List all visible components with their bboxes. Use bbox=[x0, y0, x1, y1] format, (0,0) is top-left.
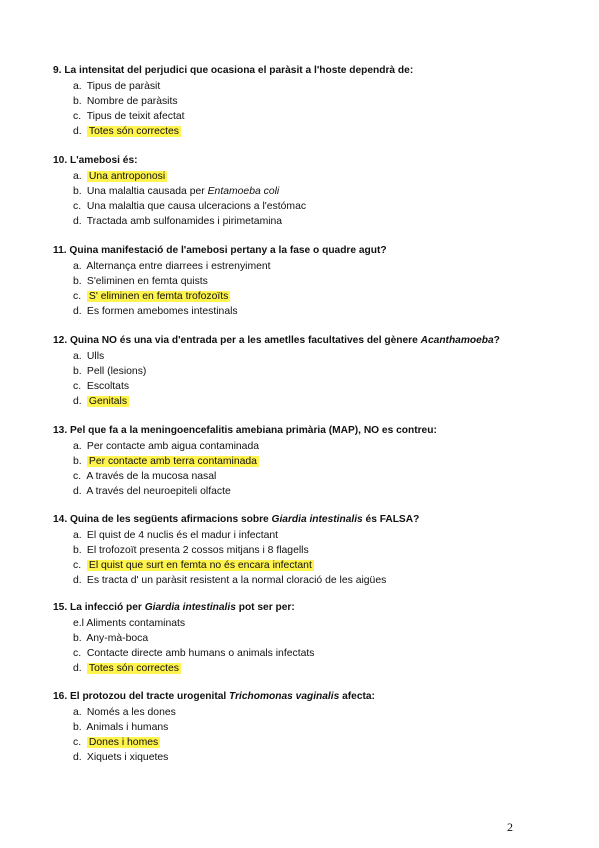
option-text: Tipus de paràsit bbox=[86, 81, 161, 92]
option-letter: d. bbox=[73, 575, 82, 586]
question-title: 9. La intensitat del perjudici que ocasiona el paràsit a l'hoste dependrà de: bbox=[53, 65, 414, 76]
option-d bbox=[73, 484, 573, 499]
option-letter: a. bbox=[73, 351, 82, 362]
option-text: Aliments contaminats bbox=[86, 618, 186, 629]
option-b bbox=[73, 543, 573, 558]
question-title-text: 16. El protozou del tracte urogenital bbox=[53, 691, 230, 702]
option-letter: a. bbox=[73, 707, 82, 718]
option-letter: b. bbox=[73, 722, 82, 733]
question-title: 11. Quina manifestació de l'amebosi pertany a la fase o quadre agut? bbox=[53, 245, 387, 256]
question-13 bbox=[53, 424, 573, 499]
option-text: Una malaltia causada per bbox=[86, 186, 208, 197]
option-letter: c. bbox=[73, 471, 82, 482]
option-c bbox=[73, 469, 573, 484]
option-c bbox=[73, 735, 573, 750]
option-text: Animals i humans bbox=[86, 722, 169, 733]
option-text: Nombre de paràsits bbox=[86, 96, 178, 107]
option-c bbox=[73, 199, 573, 214]
option-text: Alternança entre diarrees i estrenyiment bbox=[86, 261, 271, 272]
option-d bbox=[73, 124, 573, 139]
question-14 bbox=[53, 513, 573, 588]
option-text-italic: Entamoeba coli bbox=[207, 186, 280, 197]
option-letter: b. bbox=[73, 366, 82, 377]
question-title bbox=[53, 334, 573, 347]
question-title bbox=[53, 513, 573, 526]
option-letter: c. bbox=[73, 201, 82, 212]
option-b bbox=[73, 274, 573, 289]
question-title-text: 15. La infecció per bbox=[53, 602, 145, 613]
option-letter: d. bbox=[73, 663, 82, 674]
option-text: Es formen amebomes intestinals bbox=[86, 306, 238, 317]
option-a bbox=[73, 616, 573, 631]
option-text: Només a les dones bbox=[86, 707, 176, 718]
option-letter: a. bbox=[73, 261, 82, 272]
option-letter: c. bbox=[73, 737, 82, 748]
option-text: Escoltats bbox=[86, 381, 130, 392]
option-text-highlighted: Per contacte amb terra contaminada bbox=[88, 456, 257, 467]
option-a bbox=[73, 439, 573, 454]
option-text: S'eliminen en femta quists bbox=[86, 276, 208, 287]
option-d bbox=[73, 304, 573, 319]
page-number: 2 bbox=[507, 820, 513, 834]
option-text: Xiquets i xiquetes bbox=[86, 752, 169, 763]
option-letter: c. bbox=[73, 111, 82, 122]
option-letter: c. bbox=[73, 291, 82, 302]
option-letter: d. bbox=[73, 216, 82, 227]
option-letter: d. bbox=[73, 486, 82, 497]
option-text: A través de la mucosa nasal bbox=[86, 471, 217, 482]
option-letter: b. bbox=[73, 186, 82, 197]
option-text: Tractada amb sulfonamides i pirimetamina bbox=[86, 216, 283, 227]
option-d bbox=[73, 214, 573, 229]
option-letter: b. bbox=[73, 545, 82, 556]
option-d bbox=[73, 394, 573, 409]
option-text: Contacte directe amb humans o animals infectats bbox=[86, 648, 315, 659]
question-title-italic: Trichomonas vaginalis bbox=[229, 691, 340, 702]
option-c bbox=[73, 109, 573, 124]
option-a bbox=[73, 705, 573, 720]
option-a bbox=[73, 169, 573, 184]
option-a bbox=[73, 349, 573, 364]
question-title-text: 14. Quina de les següents afirmacions sobre bbox=[53, 514, 272, 525]
option-b bbox=[73, 364, 573, 379]
question-title bbox=[53, 690, 573, 703]
question-title-text: és FALSA? bbox=[362, 514, 420, 525]
option-text: Pell (lesions) bbox=[86, 366, 147, 377]
question-10 bbox=[53, 154, 573, 229]
option-c bbox=[73, 646, 573, 661]
option-b bbox=[73, 454, 573, 469]
question-16 bbox=[53, 690, 573, 765]
option-text-highlighted: Dones i homes bbox=[88, 737, 159, 748]
question-15 bbox=[53, 601, 573, 676]
option-letter: d. bbox=[73, 396, 82, 407]
option-text: Una malaltia que causa ulceracions a l'estómac bbox=[86, 201, 307, 212]
option-letter: d. bbox=[73, 752, 82, 763]
question-9 bbox=[53, 64, 573, 139]
option-text-highlighted: El quist que surt en femta no és encara infectant bbox=[88, 560, 312, 571]
option-a bbox=[73, 528, 573, 543]
question-title: 10. L'amebosi és: bbox=[53, 155, 138, 166]
question-title: 13. Pel que fa a la meningoencefalitis amebiana primària (MAP), NO es contreu: bbox=[53, 425, 437, 436]
option-letter: d. bbox=[73, 306, 82, 317]
option-c bbox=[73, 289, 573, 304]
option-b bbox=[73, 94, 573, 109]
option-text: Ulls bbox=[86, 351, 105, 362]
option-b bbox=[73, 720, 573, 735]
question-title-italic: Giardia intestinalis bbox=[144, 602, 236, 613]
option-text-highlighted: Una antroponosi bbox=[88, 171, 166, 182]
question-title bbox=[53, 601, 573, 614]
question-title-italic: Acanthamoeba bbox=[420, 335, 494, 346]
option-b bbox=[73, 184, 573, 199]
option-text-highlighted: S' eliminen en femta trofozoïts bbox=[88, 291, 229, 302]
question-title-text: 12. Quina NO és una via d'entrada per a les ametlles facultatives del gènere bbox=[53, 335, 421, 346]
option-text: A través del neuroepiteli olfacte bbox=[86, 486, 231, 497]
option-text-highlighted: Totes són correctes bbox=[88, 663, 179, 674]
option-letter: d. bbox=[73, 126, 82, 137]
option-letter: b. bbox=[73, 276, 82, 287]
option-letter: b. bbox=[73, 96, 82, 107]
option-a bbox=[73, 259, 573, 274]
option-letter: a. bbox=[73, 441, 82, 452]
option-letter: c. bbox=[73, 648, 82, 659]
option-letter: a. bbox=[73, 81, 82, 92]
question-11 bbox=[53, 244, 573, 319]
option-text: El quist de 4 nuclis és el madur i infectant bbox=[86, 530, 279, 541]
option-letter: c. bbox=[73, 560, 82, 571]
option-d bbox=[73, 661, 573, 676]
option-letter: c. bbox=[73, 381, 82, 392]
question-title-text: ? bbox=[493, 335, 500, 346]
option-d bbox=[73, 573, 573, 588]
option-text: Es tracta d' un paràsit resistent a la normal cloració de les aigües bbox=[86, 575, 387, 586]
option-letter: a. bbox=[73, 171, 82, 182]
option-a bbox=[73, 79, 573, 94]
option-text-highlighted: Totes són correctes bbox=[88, 126, 179, 137]
option-text: Tipus de teixit afectat bbox=[86, 111, 185, 122]
option-text: El trofozoït presenta 2 cossos mitjans i 8 flagells bbox=[86, 545, 309, 556]
option-text-highlighted: Genitals bbox=[88, 396, 128, 407]
option-letter: b. bbox=[73, 456, 82, 467]
option-text: Per contacte amb aigua contaminada bbox=[86, 441, 260, 452]
option-c bbox=[73, 558, 573, 573]
question-title-text: pot ser per: bbox=[235, 602, 295, 613]
question-title-italic: Giardia intestinalis bbox=[271, 514, 363, 525]
option-c bbox=[73, 379, 573, 394]
option-letter: e.l bbox=[73, 618, 84, 629]
option-text: Any-mà-boca bbox=[86, 633, 149, 644]
option-letter: a. bbox=[73, 530, 82, 541]
option-letter: b. bbox=[73, 633, 82, 644]
option-d bbox=[73, 750, 573, 765]
option-b bbox=[73, 631, 573, 646]
question-title-text: afecta: bbox=[339, 691, 375, 702]
question-12 bbox=[53, 334, 573, 409]
